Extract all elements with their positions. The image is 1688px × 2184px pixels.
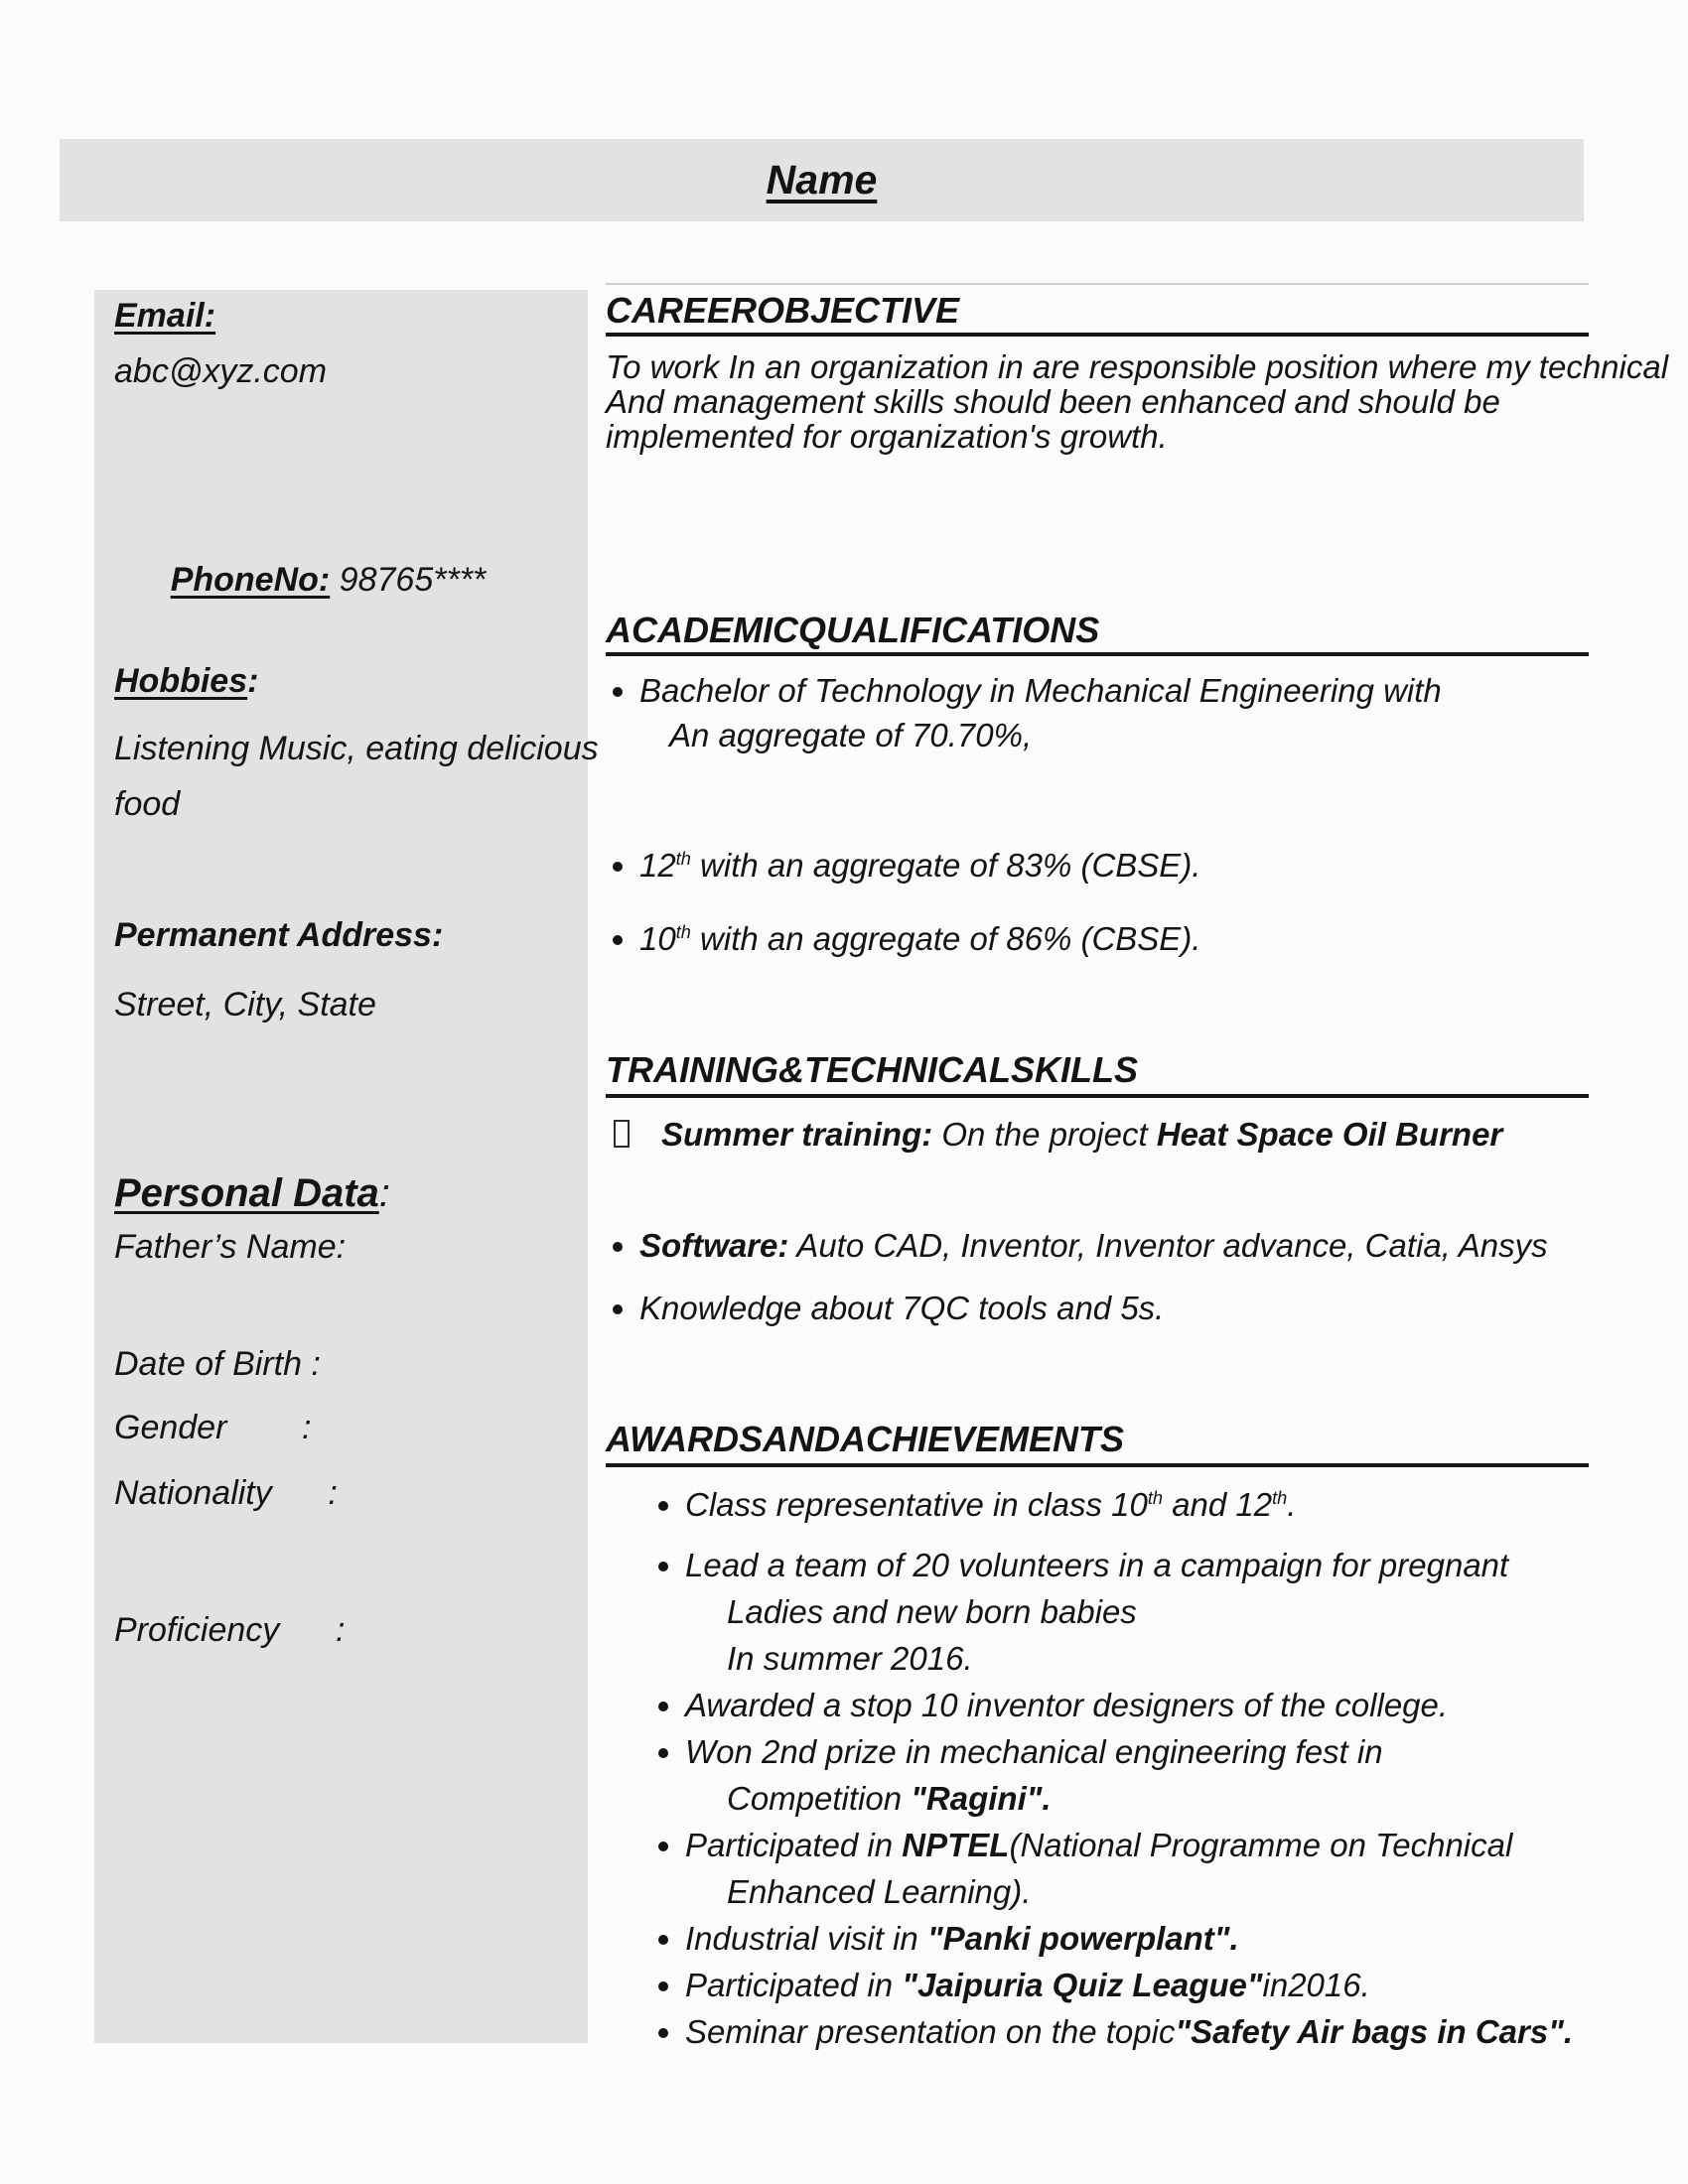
career-objective-section [606,283,1669,455]
list-item: • Lead a team of 20 volunteers in a campaign for pregnant Ladies and new born babies In summer 2016. [685,1542,1589,1682]
list-item: • Awarded a stop 10 inventor designers of the college. [685,1682,1589,1728]
list-item: • Seminar presentation on the topic"Safety Air bags in Cars". [685,2008,1589,2055]
proficiency-label: Proficiency : [114,1611,346,1649]
list-item: • 10th with an aggregate of 86% (CBSE). [639,916,1589,961]
awards-achievements-heading: AWARDSANDACHIEVEMENTS [606,1419,1125,1459]
hobbies-line1: Listening Music, eating delicious [114,730,599,767]
phone-label: PhoneNo: [170,561,331,599]
objective-line: To work In an organization in are responsible position where my technical [606,348,1669,385]
summer-training-line: Summer training: On the project Heat Space Oil Burner [606,1115,1589,1155]
list-item: • Participated in NPTEL(National Programme on Technical Enhanced Learning). [685,1822,1589,1915]
list-item: • 12th with an aggregate of 83% (CBSE). [639,843,1589,887]
training-skills-section [606,1032,1589,1328]
academic-qualifications-heading: ACADEMICQUALIFICATIONS [606,610,1100,650]
header-bar [60,139,1584,221]
phone-row [114,520,574,639]
email-label: Email: [114,297,216,335]
section-divider [606,652,1589,656]
date-of-birth-label: Date of Birth : [114,1345,321,1383]
list-item: • Won 2nd prize in mechanical engineering fest in Competition "Ragini". [685,1728,1589,1822]
phone-value: 98765**** [330,561,487,599]
software-label: Software: [639,1227,789,1264]
section-top-rule [606,283,1589,285]
academic-list [606,668,1589,961]
gender-label: Gender : [114,1409,312,1446]
section-divider [606,1463,1589,1467]
technical-skills-list [606,1226,1589,1328]
list-item: • Industrial visit in "Panki powerplant". [685,1915,1589,1962]
list-item: • Participated in "Jaipuria Quiz League"in2016. [685,1962,1589,2008]
page-title: Name [766,157,878,203]
section-divider [606,333,1589,337]
personal-data-heading: Personal Data: [114,1171,390,1215]
awards-achievements-section [606,1408,1589,2055]
email-value: abc@xyz.com [114,352,328,390]
career-objective-heading: CAREEROBJECTIVE [606,290,960,331]
hobbies-line2: food [114,785,181,823]
awards-list [606,1481,1589,2055]
objective-line: implemented for organization's growth. [606,418,1168,455]
missing-glyph-bullet-icon [614,1120,630,1148]
list-item: • Class representative in class 10th and 12th. [685,1481,1589,1528]
summer-training-label: Summer training: [661,1116,933,1153]
list-item: • Bachelor of Technology in Mechanical Engineering with An aggregate of 70.70%, [639,668,1589,757]
section-divider [606,1094,1589,1098]
address-label: Permanent Address: [114,916,444,954]
hobbies-label: Hobbies: [114,662,259,700]
objective-line: And management skills should been enhanced and should be [606,383,1500,420]
list-item: • Software: Auto CAD, Inventor, Inventor advance, Catia, Ansys [639,1226,1589,1266]
sidebar [94,290,599,2043]
list-item: • Knowledge about 7QC tools and 5s. [639,1289,1589,1328]
academic-qualifications-section [606,601,1589,961]
address-value: Street, City, State [114,986,376,1024]
nationality-label: Nationality : [114,1474,338,1512]
career-objective-text [606,348,1669,455]
father-name-label: Father’s Name: [114,1228,347,1266]
training-skills-heading: TRAINING&TECHNICALSKILLS [606,1049,1138,1090]
